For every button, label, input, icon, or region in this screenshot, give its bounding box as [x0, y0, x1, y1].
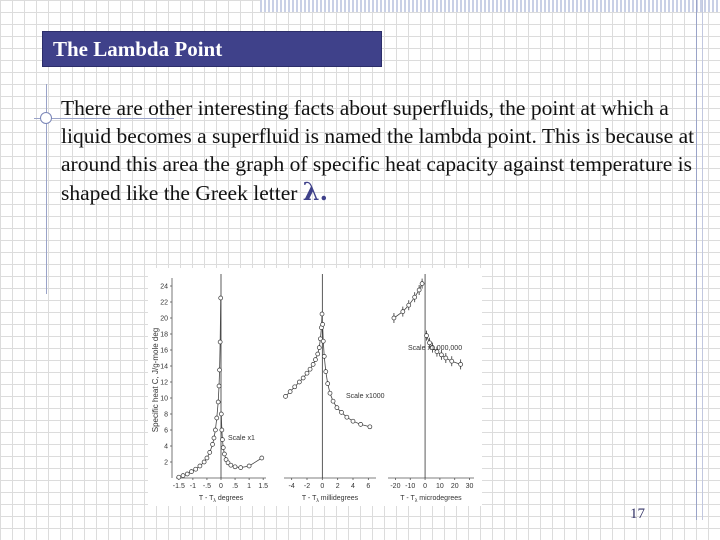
y-tick-label: 8: [164, 411, 168, 419]
x-axis-label: T - $T_\lambda$ microdegrees: [400, 495, 462, 504]
bullet-marker-icon: [40, 112, 52, 124]
y-tick-label: 2: [164, 459, 168, 467]
page-number: 17: [630, 506, 645, 522]
scale-label: Scale x1: [228, 435, 255, 442]
x-tick-label: 1.5: [258, 483, 269, 490]
x-tick-label: -10: [405, 483, 416, 490]
data-point: [359, 422, 363, 426]
right-rule: [696, 0, 697, 520]
data-point: [198, 464, 202, 468]
data-point: [177, 475, 181, 479]
data-point: [439, 353, 443, 357]
data-point: [317, 346, 321, 350]
x-tick-label: -1.5: [172, 483, 185, 490]
x-tick-label: -20: [390, 483, 401, 490]
data-point: [293, 385, 297, 389]
data-point: [459, 362, 463, 366]
data-point: [297, 380, 301, 384]
data-point: [444, 356, 448, 360]
data-point: [324, 370, 328, 374]
data-point: [313, 358, 317, 362]
data-point: [218, 368, 222, 372]
lambda-symbol: λ.: [302, 177, 328, 206]
x-tick-label: -2: [303, 483, 311, 490]
data-point: [219, 296, 223, 300]
x-tick-label: 0: [320, 483, 325, 490]
data-point: [328, 391, 332, 395]
data-point: [311, 362, 315, 366]
data-point: [331, 399, 335, 403]
body-paragraph: [61, 94, 701, 207]
lambda-point-chart: [148, 268, 482, 506]
data-point: [194, 467, 198, 471]
x-tick-label: 0: [219, 483, 223, 490]
x-tick-label: -1: [189, 483, 196, 490]
x-tick-label: 10: [435, 483, 444, 490]
data-point: [345, 415, 349, 419]
data-point: [420, 282, 424, 286]
data-point: [335, 406, 339, 410]
x-tick-label: 4: [351, 483, 355, 490]
data-point: [407, 303, 411, 307]
x-tick-label: 6: [366, 483, 371, 490]
data-point: [215, 416, 219, 420]
data-point: [213, 428, 217, 432]
y-tick-label: 10: [160, 395, 168, 403]
top-decorative-band: [260, 0, 720, 12]
x-tick-label: -4: [288, 483, 295, 490]
data-point: [233, 465, 237, 469]
curve-above-lambda: [323, 324, 370, 426]
data-point: [368, 425, 372, 429]
data-point: [301, 376, 305, 380]
data-point: [220, 428, 224, 432]
data-point: [208, 450, 212, 454]
x-tick-label: 1: [247, 483, 252, 490]
data-point: [205, 456, 209, 460]
x-tick-label: 30: [465, 483, 474, 490]
data-point: [220, 438, 224, 442]
data-point: [284, 394, 288, 398]
data-point: [221, 446, 225, 450]
data-point: [321, 322, 325, 326]
x-tick-label: 2: [335, 483, 340, 490]
x-axis-label: T - $T_\lambda$ degrees: [198, 495, 244, 504]
x-axis-label: T - $T_\lambda$ millidegrees: [301, 495, 359, 504]
data-point: [181, 474, 185, 478]
y-tick-label: 20: [160, 315, 168, 323]
data-point: [326, 382, 330, 386]
data-point: [189, 470, 193, 474]
data-point: [260, 456, 264, 460]
data-point: [239, 466, 243, 470]
y-tick-label: 12: [160, 379, 168, 387]
data-point: [322, 354, 326, 358]
x-tick-label: 20: [450, 483, 459, 490]
y-tick-label: 22: [160, 299, 168, 307]
data-point: [229, 463, 233, 467]
data-point: [392, 316, 396, 320]
scale-label: Scale x1,000,000: [408, 345, 463, 352]
data-point: [211, 442, 215, 446]
y-tick-label: 16: [160, 347, 168, 355]
y-tick-label: 4: [164, 443, 168, 451]
data-point: [340, 410, 344, 414]
data-point: [413, 295, 417, 299]
data-point: [219, 412, 223, 416]
y-tick-label: 6: [164, 427, 168, 435]
y-tick-label: 24: [160, 283, 168, 291]
chart-svg: [148, 268, 482, 506]
data-point: [288, 390, 292, 394]
curve-below-lambda: [179, 298, 221, 477]
data-point: [218, 340, 222, 344]
slide-title: The Lambda Point: [42, 31, 382, 67]
data-point: [308, 367, 312, 371]
data-point: [222, 452, 226, 456]
data-point: [305, 371, 309, 375]
data-point: [185, 472, 189, 476]
y-tick-label: 14: [160, 363, 168, 371]
scale-label: Scale x1000: [346, 393, 385, 400]
data-point: [247, 464, 251, 468]
x-tick-label: 0: [423, 483, 428, 490]
data-point: [450, 359, 454, 363]
body-text: There are other interesting facts about superfluids, the point at which a liquid becomes a superfluid is named the lambda point. This is because at around this area the graph of specific heat capacity against temperature is shaped like the Greek letter: [61, 96, 695, 205]
data-point: [417, 288, 421, 292]
x-tick-label: -.5: [202, 483, 212, 490]
data-point: [202, 460, 206, 464]
data-point: [320, 312, 324, 316]
data-point: [401, 310, 405, 314]
data-point: [316, 352, 320, 356]
right-rule-secondary: [702, 0, 703, 520]
data-point: [351, 419, 355, 423]
y-tick-label: 18: [160, 331, 168, 339]
data-point: [217, 384, 221, 388]
data-point: [216, 400, 220, 404]
data-point: [212, 436, 216, 440]
x-tick-label: .5: [232, 483, 238, 490]
data-point: [425, 334, 429, 338]
data-point: [321, 339, 325, 343]
y-axis-label: Specific heat C, J/g-mole deg: [151, 327, 160, 433]
